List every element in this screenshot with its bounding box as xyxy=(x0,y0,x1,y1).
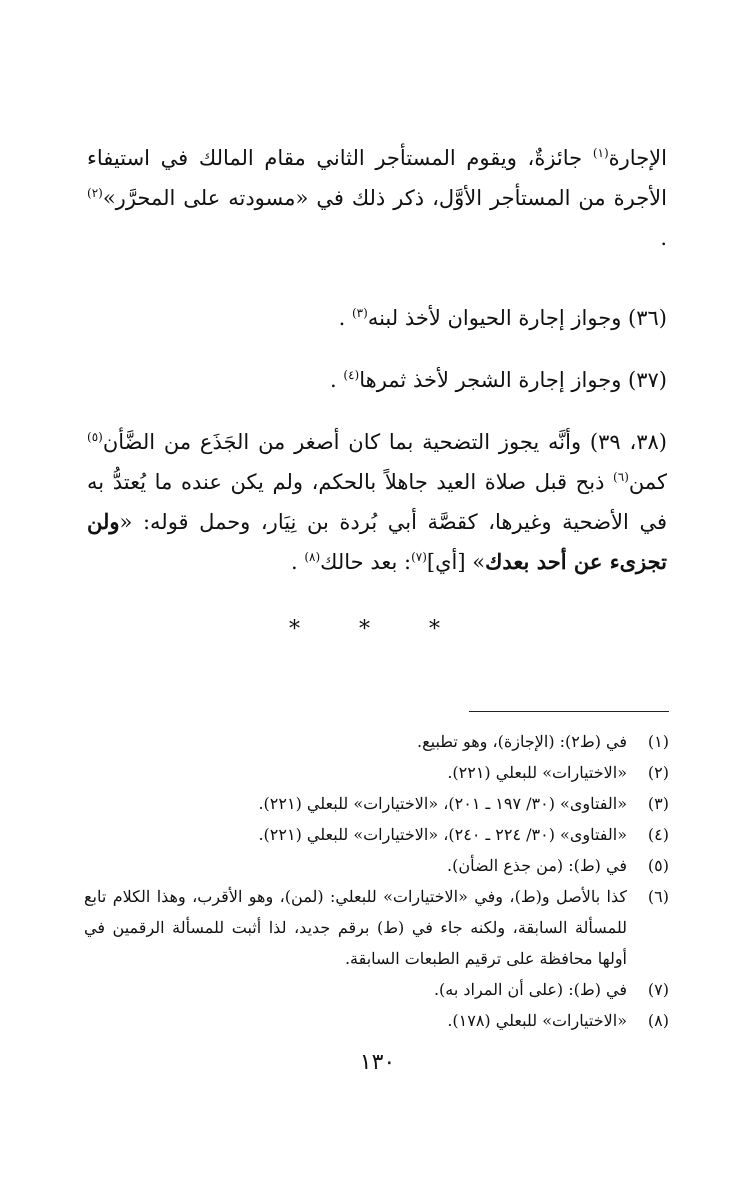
item-38-text-b: كمن xyxy=(628,470,667,494)
item-37 xyxy=(87,360,667,400)
item-37-text: (٣٧) وجواز إجارة الشجر لأخذ ثمرها xyxy=(359,368,667,392)
footnote-ref-6[interactable]: (٦) xyxy=(613,470,629,484)
footnote-ref-4[interactable]: (٤) xyxy=(343,368,360,382)
footnote-number: (٥) xyxy=(647,856,669,875)
footnote-text: «الفتاوى» (٣٠/ ٢٢٤ ـ ٢٤٠)، «الاختيارات» للبعلي (٢٢١). xyxy=(258,825,627,844)
item-38-text-e: : بعد حالك xyxy=(320,550,412,574)
footnote-4 xyxy=(84,819,669,850)
item-37-end: . xyxy=(330,368,337,392)
intro-text-b: جائزةٌ، ويقوم المستأجر الثاني مقام المالك في استيفاء الأجرة من المستأجر الأوَّل، ذكر ذلك في «مسودته على المحرَّر» xyxy=(87,146,667,210)
item-38-end: . xyxy=(290,550,298,574)
item-38-39 xyxy=(87,422,667,582)
footnote-divider xyxy=(469,711,669,712)
footnote-5 xyxy=(84,850,669,881)
intro-paragraph xyxy=(87,138,667,258)
footnote-text: «الاختيارات» للبعلي (٢٢١). xyxy=(447,763,627,782)
item-36-end: . xyxy=(338,306,346,330)
footnote-7 xyxy=(84,974,669,1005)
footnote-number: (٣) xyxy=(647,794,669,813)
footnote-ref-2[interactable]: (٢) xyxy=(87,186,103,200)
footnote-text: كذا بالأصل و(ط)، وفي «الاختيارات» للبعلي: (لمن)، وهو الأقرب، وهذا الكلام تابع للمسألة السابقة، ولكنه جاء في (ط) برقم جديد، لذا أثبت للمسألة الرقمين في أولها محافظة على ترقيم الطبعات السابقة. xyxy=(84,887,627,968)
item-38-text-a: (٣٨، ٣٩) وأنَّه يجوز التضحية بما كان أصغر من الجَذَع من الضَّأن xyxy=(102,430,667,454)
item-38-text-d: » [أي] xyxy=(426,550,486,574)
footnote-ref-8[interactable]: (٨) xyxy=(304,550,321,564)
footnote-number: (٨) xyxy=(647,1011,669,1030)
footnote-ref-3[interactable]: (٣) xyxy=(351,306,368,320)
footnote-text: في (ط): (من جذع الضأن). xyxy=(447,856,627,875)
footnote-number: (٢) xyxy=(647,763,669,782)
footnote-ref-7[interactable]: (٧) xyxy=(411,550,427,564)
footnotes xyxy=(84,726,669,1036)
page-number: ١٣٠ xyxy=(359,1050,396,1075)
item-36-text: (٣٦) وجواز إجارة الحيوان لأخذ لبنه xyxy=(367,306,667,330)
footnote-number: (١) xyxy=(647,732,669,751)
intro-text-a: الإجارة xyxy=(608,146,667,170)
footnote-ref-5[interactable]: (٥) xyxy=(87,430,103,444)
intro-end: . xyxy=(660,226,667,250)
item-36 xyxy=(87,298,667,338)
hadith-quote: ولن تجزىء عن أحد بعدك xyxy=(87,509,667,574)
item-38-text-c: ذبح قبل صلاة العيد جاهلاً بالحكم، ولم يكن عنده ما يُعتدُّ به في الأضحية وغيرها، كقصَّة أبي بُردة بن نِيَار، وحمل قوله: « xyxy=(87,470,667,534)
footnote-1 xyxy=(84,726,669,757)
footnote-text: «الاختيارات» للبعلي (١٧٨). xyxy=(447,1011,627,1030)
section-separator: * * * xyxy=(289,617,466,642)
footnote-text: في (ط٢): (الإجازة)، وهو تطبيع. xyxy=(417,732,627,751)
footnote-number: (٧) xyxy=(647,980,669,999)
main-text xyxy=(87,138,667,582)
footnote-text: في (ط): (على أن المراد به). xyxy=(433,980,627,999)
footnote-2 xyxy=(84,757,669,788)
footnote-text: «الفتاوى» (٣٠/ ١٩٧ ـ ٢٠١)، «الاختيارات» للبعلي (٢٢١). xyxy=(258,794,627,813)
footnote-ref-1[interactable]: (١) xyxy=(592,146,609,160)
footnote-number: (٤) xyxy=(647,825,669,844)
footnote-6 xyxy=(84,881,669,974)
footnote-8 xyxy=(84,1005,669,1036)
footnote-3 xyxy=(84,788,669,819)
footnote-number: (٦) xyxy=(647,887,669,906)
